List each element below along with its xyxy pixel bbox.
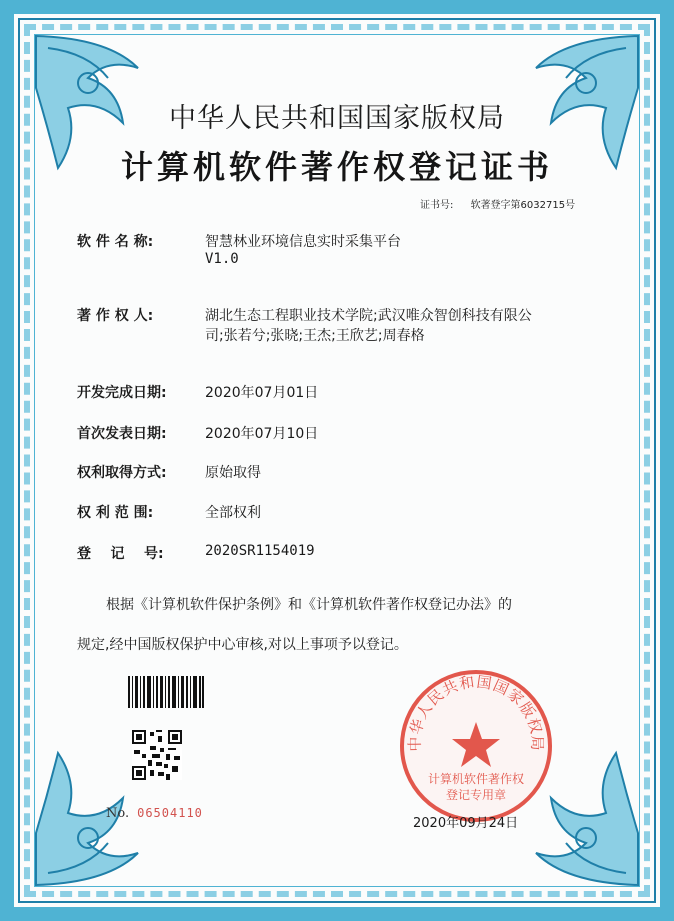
serial-number-label: No. (106, 806, 130, 821)
software-name-label: 软 件 名 称: (77, 234, 154, 250)
copyright-owner-label: 著 作 权 人: (77, 308, 154, 324)
registration-value: 2020SR1154019 (205, 543, 315, 559)
scope-value: 全部权利 (205, 505, 261, 521)
first-publish-label: 首次发表日期: (77, 426, 167, 442)
certificate-number-value: 软著登字第6032715号 (470, 200, 576, 211)
serial-number-value: 06504110 (137, 806, 203, 820)
serial-number (106, 806, 203, 821)
scope-label: 权 利 范 围: (77, 505, 154, 521)
completion-date-value: 2020年07月01日 (205, 385, 319, 401)
acquisition-label: 权利取得方式: (77, 465, 167, 481)
statement-line2: 规定,经中国版权保护中心审核,对以上事项予以登记。 (77, 637, 408, 653)
copyright-owner-line2: 司;张若兮;张晓;王杰;王欣艺;周春格 (205, 328, 425, 344)
barcode (128, 676, 204, 708)
copyright-owner-line1: 湖北生态工程职业技术学院;武汉唯众智创科技有限公 (205, 308, 532, 324)
acquisition-value: 原始取得 (205, 465, 261, 481)
first-publish-value: 2020年07月10日 (205, 426, 319, 442)
certificate-number-label: 证书号: (420, 200, 454, 211)
seal-inner-text-1: 计算机软件著作权 (427, 772, 525, 786)
certificate-number (420, 196, 575, 211)
software-version-value: V1.0 (205, 251, 239, 267)
statement-line1: 根据《计算机软件保护条例》和《计算机软件著作权登记办法》的 (106, 597, 512, 613)
registration-label: 登 记 号: (77, 546, 164, 562)
issuer-name: 中华人民共和国国家版权局 (169, 103, 505, 134)
seal-inner-text-2: 登记专用章 (445, 788, 507, 802)
software-name-value: 智慧林业环境信息实时采集平台 (205, 234, 401, 250)
seal-outer-text: 中华人民共和国国家版权局 (405, 672, 547, 752)
completion-date-label: 开发完成日期: (77, 385, 167, 401)
certificate-title: 计算机软件著作权登记证书 (120, 148, 553, 186)
issue-date: 2020年09月24日 (413, 816, 519, 831)
official-seal (398, 668, 554, 824)
qr-code (132, 730, 182, 780)
